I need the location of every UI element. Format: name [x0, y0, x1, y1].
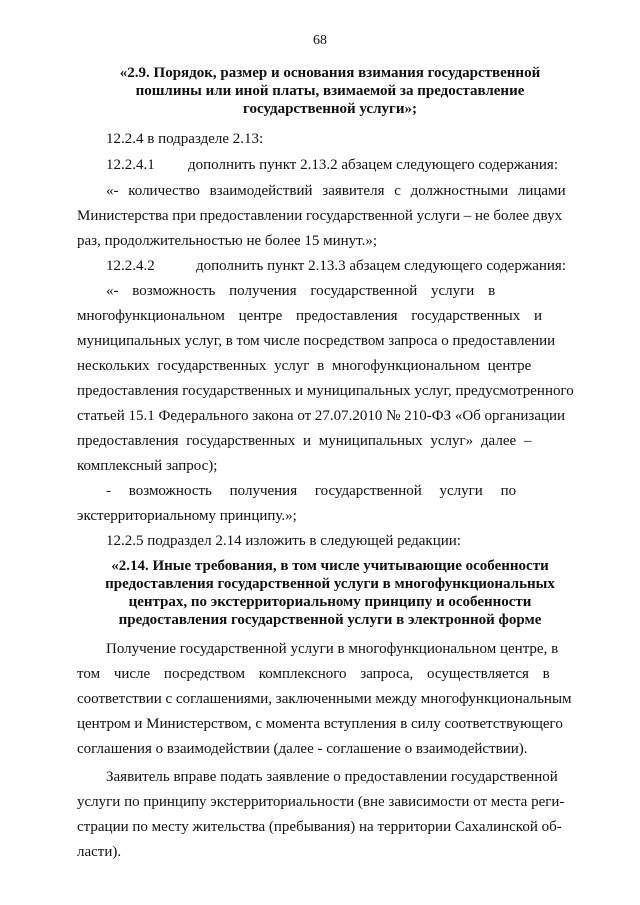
paragraph-line: соответствии с соглашениями, заключенными между многофункциональным: [77, 691, 572, 707]
paragraph-line: - возможность получения государственной услуги по: [106, 483, 517, 499]
paragraph-line: Министерства при предоставлении государственной услуги – не более двух: [77, 208, 563, 224]
page-number: 68: [313, 33, 327, 48]
heading-line: государственной услуги»;: [243, 101, 417, 117]
paragraph-line: комплексный запрос);: [77, 458, 218, 474]
paragraph-line: раз, продолжительностью не более 15 минут.»;: [77, 233, 377, 249]
paragraph-line: предоставления государственных и муниципальных услуг» далее –: [77, 433, 532, 449]
paragraph-line: нескольких государственных услуг в многофункциональном центре: [77, 358, 532, 374]
paragraph-line: 12.2.5 подраздел 2.14 изложить в следующей редакции:: [106, 533, 461, 549]
heading-line: центрах, по экстерриториальному принципу и особенности: [128, 594, 532, 610]
paragraph-line: экстерриториальному принципу.»;: [77, 508, 297, 524]
paragraph-line: «- количество взаимодействий заявителя с должностными лицами: [106, 183, 566, 199]
paragraph-line: Получение государственной услуги в многофункциональном центре, в: [106, 641, 559, 657]
paragraph-line: «- возможность получения государственной услуги в: [106, 283, 496, 299]
paragraph-line: ласти).: [77, 844, 122, 860]
paragraph-line: многофункциональном центре предоставления государственных и: [77, 308, 543, 324]
paragraph-line: 12.2.4 в подразделе 2.13:: [106, 131, 264, 147]
heading-line: пошлины или иной платы, взимаемой за предоставление: [135, 83, 525, 99]
item-number: 12.2.4.1: [106, 157, 155, 173]
heading-line: предоставления государственной услуги в электронной форме: [118, 612, 542, 628]
paragraph-line: дополнить пункт 2.13.2 абзацем следующего содержания:: [188, 157, 558, 173]
item-number: 12.2.4.2: [106, 258, 155, 274]
heading-line: «2.9. Порядок, размер и основания взимания государственной: [119, 65, 541, 81]
paragraph-line: Заявитель вправе подать заявление о предоставлении государственной: [106, 769, 558, 785]
paragraph-line: предоставления государственных и муниципальных услуг, предусмотренного: [77, 383, 574, 399]
heading-line: предоставления государственной услуги в многофункциональных: [105, 576, 555, 592]
paragraph-line: дополнить пункт 2.13.3 абзацем следующего содержания:: [196, 258, 566, 274]
paragraph-line: соглашения о взаимодействии (далее - соглашение о взаимодействии).: [77, 741, 528, 757]
paragraph-line: том числе посредством комплексного запроса, осуществляется в: [77, 666, 550, 682]
paragraph-line: муниципальных услуг, в том числе посредством запроса о предоставлении: [77, 333, 556, 349]
paragraph-line: услуги по принципу экстерриториальности (вне зависимости от места реги-: [77, 794, 565, 810]
paragraph-line: страции по месту жительства (пребывания) на территории Сахалинской об-: [77, 819, 562, 835]
paragraph-line: статьей 15.1 Федерального закона от 27.07.2010 № 210-ФЗ «Об организации: [77, 408, 566, 424]
heading-line: «2.14. Иные требования, в том числе учитывающие особенности: [111, 558, 549, 574]
paragraph-line: центром и Министерством, с момента вступления в силу соответствующего: [77, 716, 563, 732]
